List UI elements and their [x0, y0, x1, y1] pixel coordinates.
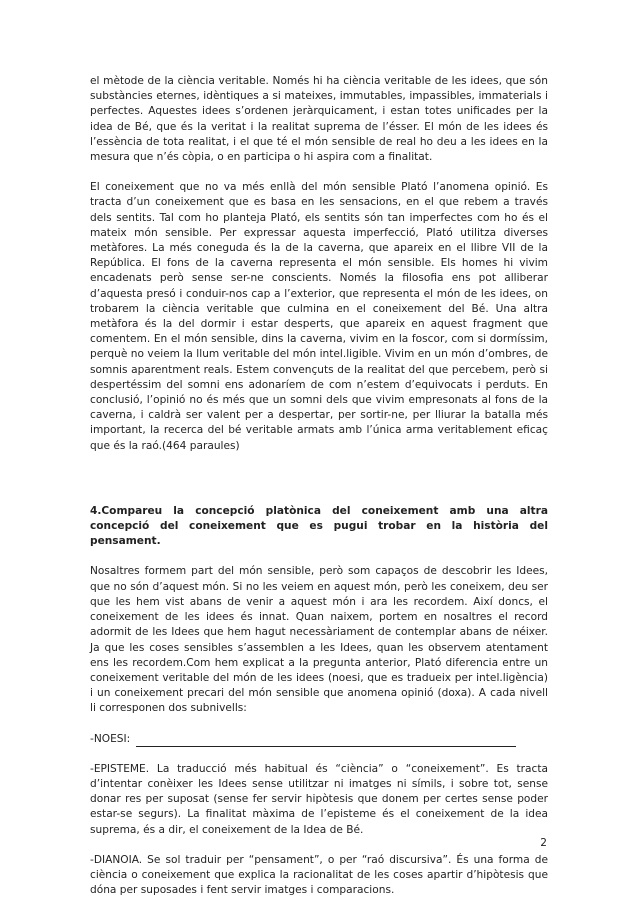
paragraph-episteme: -EPISTEME. La traducció més habitual és “ciència” o “coneixement”. Es tracta d’intentar conèixer les Idees sense utilitzar ni imatges ni símils, i sobre tot, sense donar res per suposat (sense fer servir hipòtesis que donem per certes sense poder estar-se segurs). La finalitat màxima de l’episteme és el coneixement de la idea suprema, és a dir, el coneixement de la Idea de Bé.: [90, 762, 548, 836]
spacer: [90, 165, 548, 180]
paragraph-opinion: El coneixement que no va més enllà del món sensible Plató l’anomena opinió. Es tracta d’un coneixement que es basa en les sensacions, en el que rebem a través dels sentits. Tal com ho planteja Plató, els sentits són tan imperfectes com ho és el mateix món sensible. Per expressar aquesta imperfecció, Plató utilitza diverses metàfores. La més coneguda és la de la caverna, que apareix en el llibre VII de la República. El fons de la caverna representa el món sensible. Els homes hi vivim encadenats però sense ser-ne conscients. Només la filosofia ens pot alliberar d’aquesta presó i conduir-nos cap a l’exterior, que representa el món de les idees, on trobarem la ciència veritable que culmina en el coneixement del Bé. Una altra metàfora és la del dormir i estar desperts, que apareix en aquest fragment que comentem. En el món sensible, dins la caverna, vivim en la foscor, com si dormíssim, perquè no veiem la llum veritable del món intel.ligible. Vivim en un món d’ombres, de somnis aparentment reals. Estem convençuts de la realitat del que percebem, però si despertéssim del somni ens adonaríem de com n’estem d’equivocats i perduts. En conclusió, l’opinió no és més que un somni dels que vivim empresonats al fons de la caverna, i caldrà ser valent per a despertar, per sortir-ne, per lliurar la batalla més important, la recerca del bé veritable armats amb l’única arma veritablement eficaç que és la raó.(464 paraules): [90, 181, 548, 452]
paragraph-dianoia: -DIANOIA. Se sol traduir per “pensament”, o per “raó discursiva”. És una forma de ciència o coneixement que explica la racionalitat de les coses apartir d’hipòtesis que dóna per suposades i fent servir imatges i comparacions.: [90, 853, 548, 897]
question-heading: 4.Compareu la concepció platònica del coneixement amb una altra concepció del coneixement que es pugui trobar en la història del pensament.: [90, 504, 548, 548]
paragraph-innate-knowledge: Nosaltres formem part del món sensible, però som capaços de descobrir les Idees, que no són d’aquest món. Si no les veiem en aquest món, però les coneixem, deu ser que les hem vist abans de venir a aquest món i ara les recordem. Així doncs, el coneixement de les idees és innat. Quan naixem, portem en nosaltres el record adormit de les Idees que hem hagut necessàriament de contemplar abans de néixer. Ja que les coses sensibles s’assemblen a les Idees, quan les observem atentament ens les recordem.Com hem explicat a la pregunta anterior, Plató diferencia entre un coneixement veritable del món de les idees (noesi, que es tradueix per intel.ligència) i un coneixement precari del món sensible que anomena opinió (doxa). A cada nivell li corresponen dos subnivells:: [90, 565, 548, 715]
document-page: [90, 74, 548, 898]
spacer: [90, 549, 548, 564]
spacer: [90, 717, 548, 732]
noesi-line: [90, 732, 548, 747]
spacer: [90, 454, 548, 504]
page-number: 2: [540, 837, 547, 849]
noesi-label: -NOESI:: [90, 732, 131, 745]
spacer: [90, 838, 548, 853]
spacer: [90, 747, 548, 762]
paragraph-ideas: el mètode de la ciència veritable. Només hi ha ciència veritable de les idees, que són substàncies eternes, idèntiques a si mateixes, immutables, impassibles, immaterials i perfectes. Aquestes idees s’ordenen jeràrquicament, i estan totes unificades per la idea de Bé, que és la veritat i la realitat suprema de l’ésser. El món de les idees és l’essència de tota realitat, i el que té el món sensible de real ho deu a les idees en la mesura que n’és còpia, o en participa o hi aspira com a finalitat.: [90, 75, 548, 164]
underline-blank: [136, 734, 516, 747]
